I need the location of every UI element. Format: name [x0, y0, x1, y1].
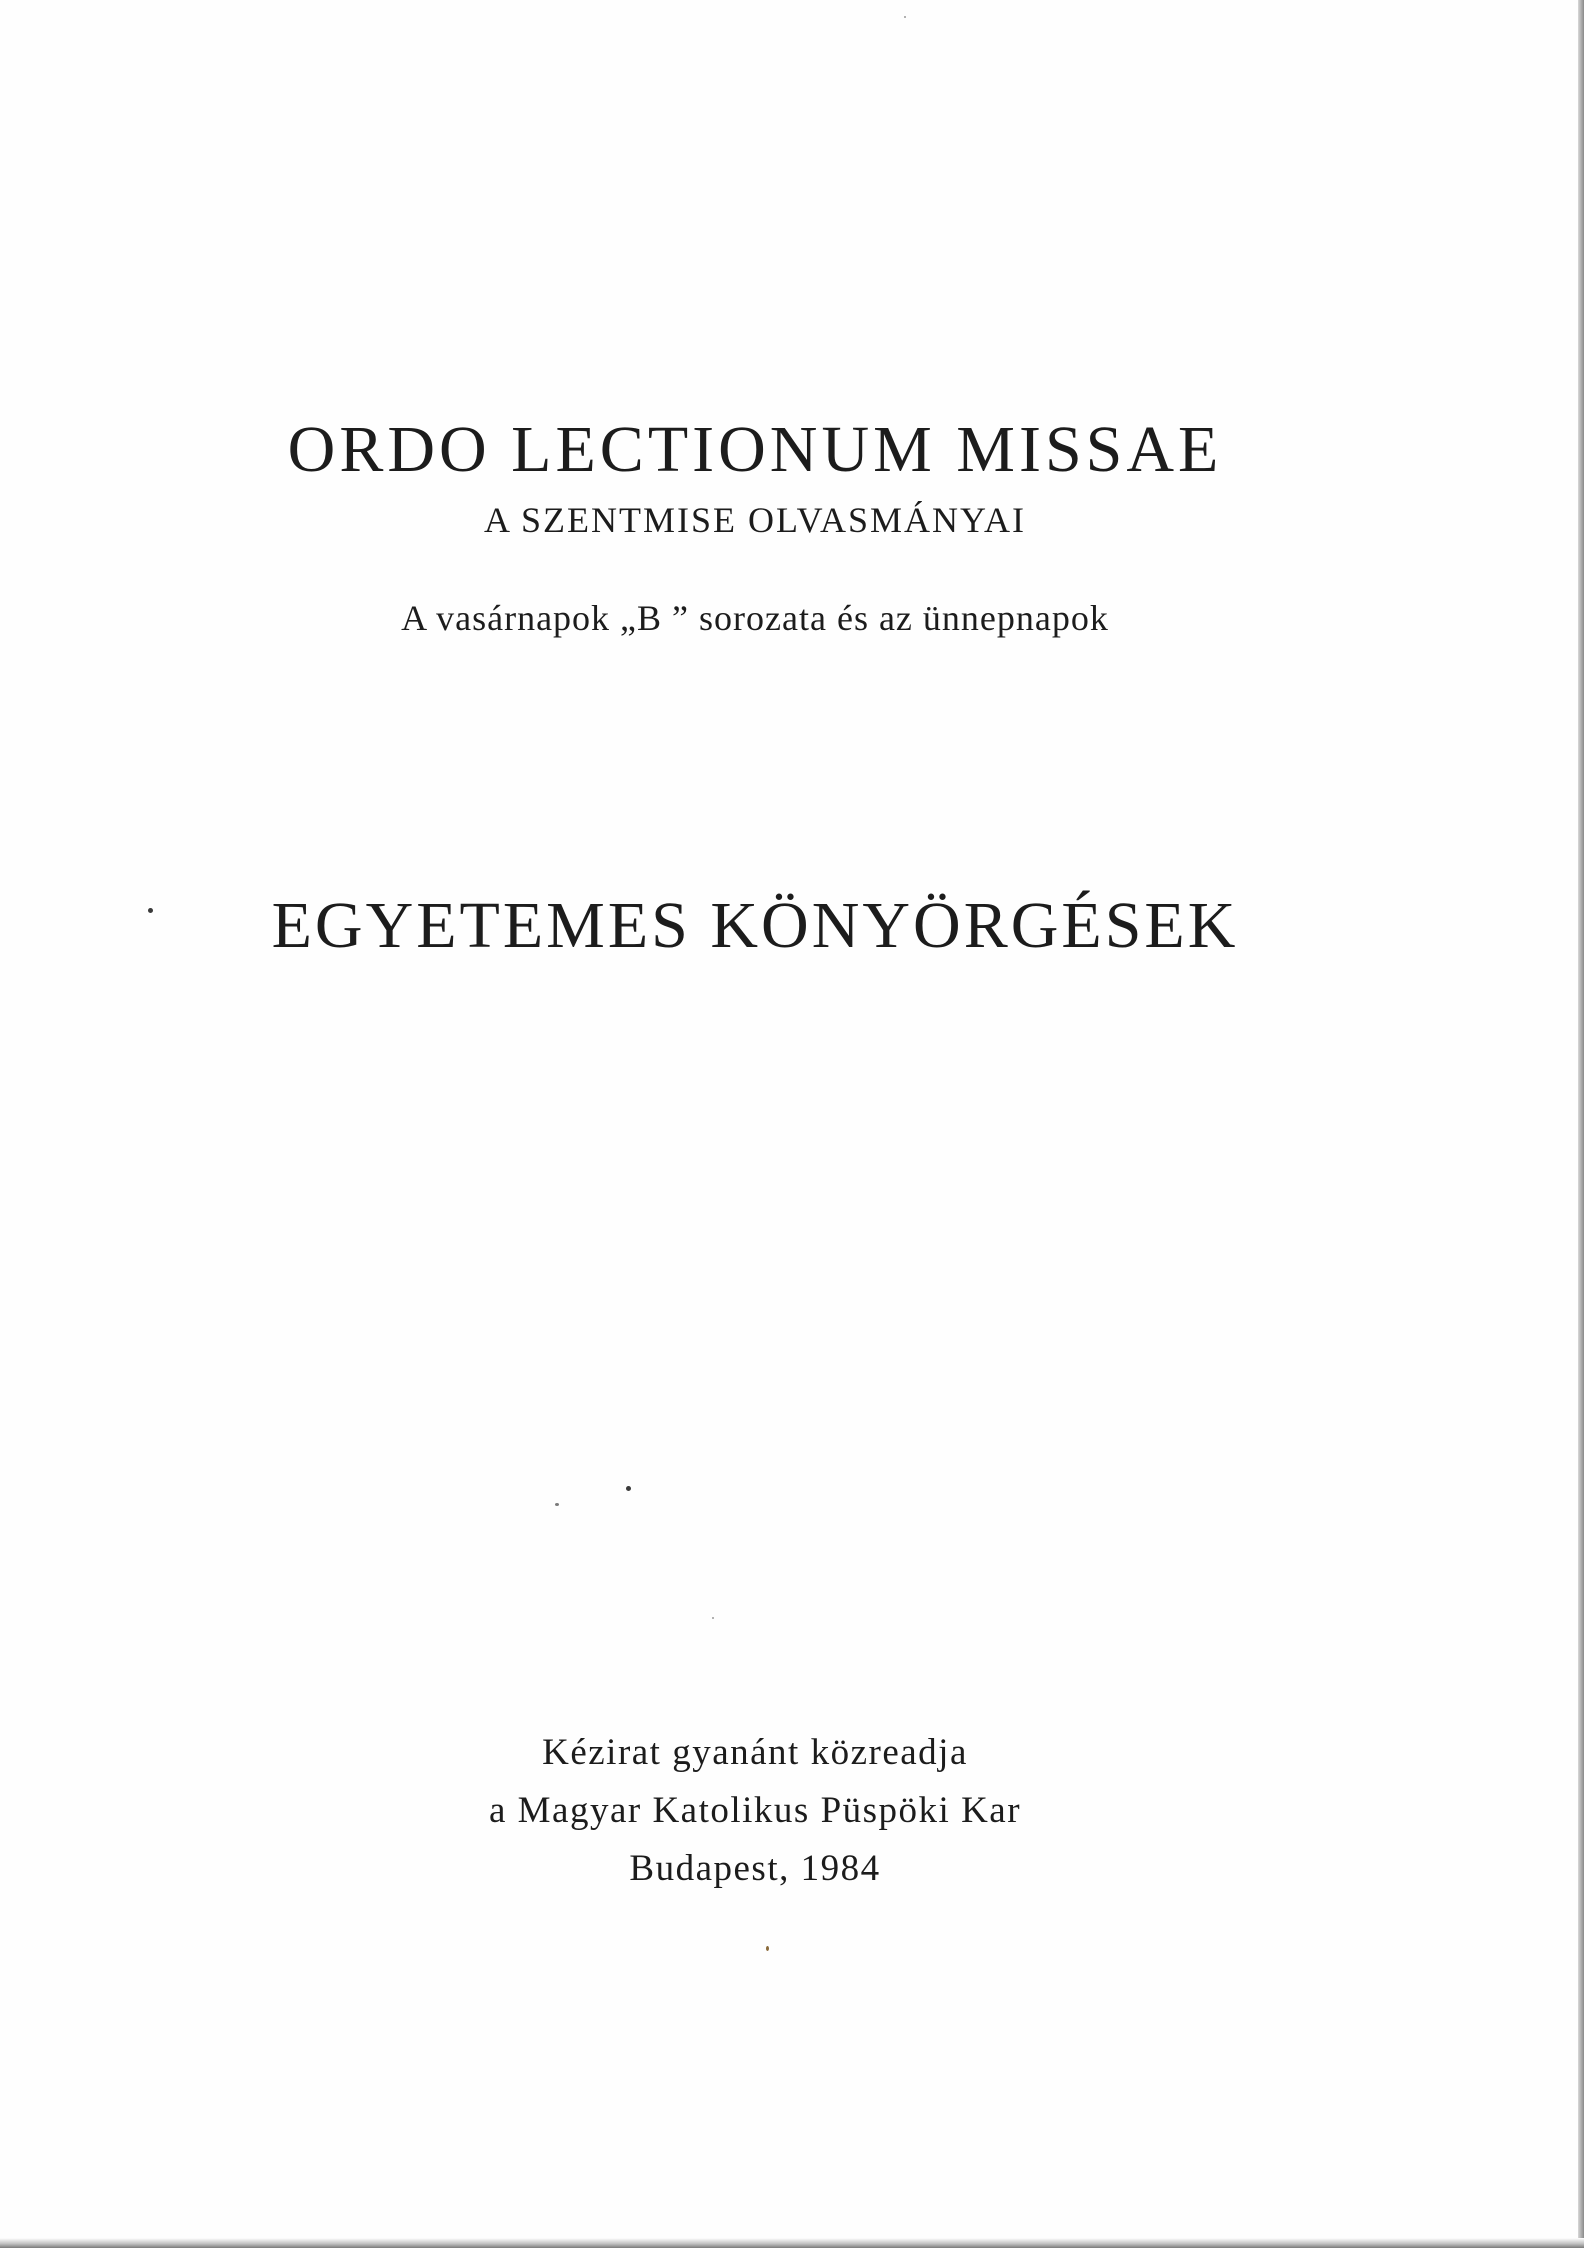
page-edge-bottom [0, 2238, 1584, 2248]
paper-speck [712, 1617, 714, 1619]
imprint [0, 1724, 1510, 1898]
subtitle: A SZENTMISE OLVASMÁNYAI [483, 500, 1027, 540]
paper-speck [766, 1946, 769, 1951]
page-edge-right [1578, 0, 1584, 2248]
imprint-line-3: Budapest, 1984 [629, 1848, 881, 1889]
paper-speck [626, 1486, 631, 1491]
series-line: A vasárnapok „B ” sorozata és az ünnepnapok [401, 598, 1109, 638]
section-title: EGYETEMES KÖNYÖRGÉSEK [271, 889, 1239, 962]
paper-speck [904, 16, 906, 18]
imprint-line-1: Kézirat gyanánt közreadja [542, 1732, 968, 1773]
imprint-line-2: a Magyar Katolikus Püspöki Kar [488, 1790, 1022, 1831]
main-title: ORDO LECTIONUM MISSAE [287, 413, 1223, 486]
paper-speck [555, 1503, 559, 1506]
